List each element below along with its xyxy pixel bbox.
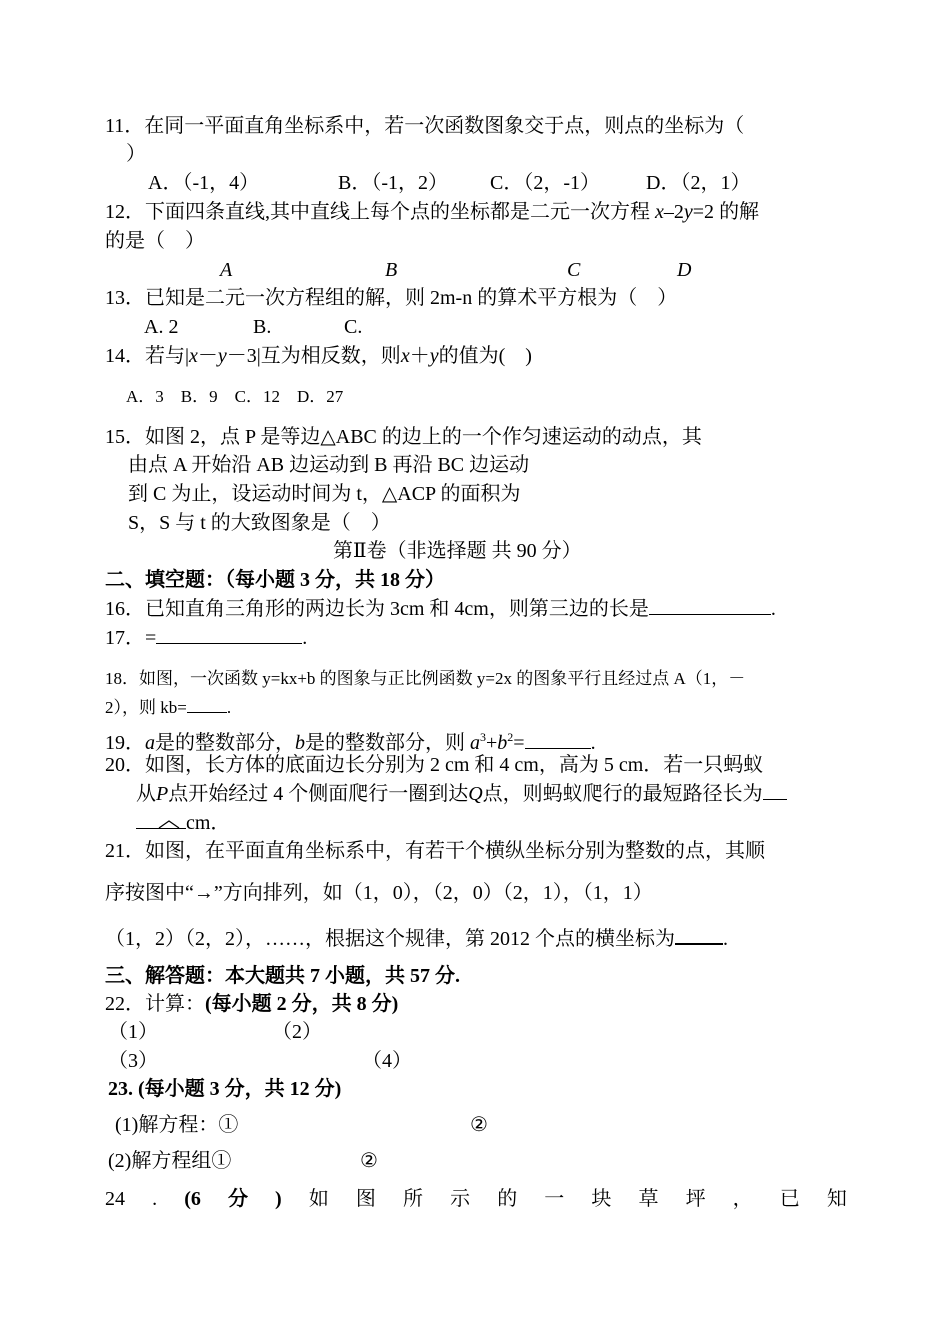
q24-char: 示 xyxy=(450,1188,471,1210)
q13-option-c: C. xyxy=(344,316,363,338)
q22-heading: 22．计算：(每小题 2 分，共 8 分) xyxy=(105,993,399,1015)
q11-line1: 11．在同一平面直角坐标系中，若一次函数图象交于点，则点的坐标为（ xyxy=(105,115,745,137)
q24-char: 块 xyxy=(591,1188,612,1210)
section3-heading: 三、解答题：本大题共 7 小题，共 57 分. xyxy=(105,965,460,987)
q24-char: 如 xyxy=(308,1188,329,1210)
q11-option-d: D．（2，1） xyxy=(646,172,751,194)
q24-char: 分 xyxy=(227,1188,248,1210)
section2-heading: 二、填空题：（每小题 3 分，共 18 分） xyxy=(105,569,445,591)
q18-line1: 18．如图，一次函数 y=kx+b 的图象与正比例函数 y=2x 的图象平行且经过点 A（1，－ xyxy=(105,669,746,688)
q12-line2: 的是（ ） xyxy=(105,230,205,252)
q22-part-4: （4） xyxy=(362,1050,412,1072)
q16-answer-blank[interactable] xyxy=(649,596,771,615)
q24-char: 知 xyxy=(826,1188,847,1210)
q23-part1-label: (1)解方程：① xyxy=(115,1114,239,1136)
q23-part1-second: ② xyxy=(470,1114,488,1136)
q24-line1 xyxy=(105,1186,847,1212)
q22-part-2: （2） xyxy=(272,1021,322,1043)
q18-line2: 2），则 kb= . xyxy=(105,694,231,721)
q12-label-c: C xyxy=(567,259,581,281)
q12-line1: 12．下面四条直线,其中直线上每个点的坐标都是二元一次方程 x–2y=2 的解 xyxy=(105,201,760,223)
q24-char: 24 xyxy=(105,1188,125,1210)
q24-char: 草 xyxy=(638,1188,659,1210)
q20-answer-blank[interactable] xyxy=(136,810,186,829)
q21-line3: （1，2）（2，2），……，根据这个规律，第 2012 个点的横坐标为 . xyxy=(105,925,728,952)
part2-title: 第Ⅱ卷（非选择题 共 90 分） xyxy=(333,540,582,562)
q24-char: 坪 xyxy=(685,1188,706,1210)
q13-option-b: B. xyxy=(253,316,272,338)
q13-option-a: A. 2 xyxy=(144,316,179,338)
q24-char: ， xyxy=(732,1188,753,1210)
q20-line1: 20．如图，长方体的底面边长分别为 2 cm 和 4 cm，高为 5 cm．若一只蚂蚁 xyxy=(105,754,764,776)
q14-line1: 14．若与|x－y－3|互为相反数，则x＋y的值为( ) xyxy=(105,345,532,367)
q24-char: 一 xyxy=(544,1188,565,1210)
q11-option-c: C．（2，-1） xyxy=(490,172,600,194)
caret-mark-icon xyxy=(158,819,180,829)
q11-option-a: A．（-1，4） xyxy=(148,172,260,194)
q24-char: ) xyxy=(275,1188,282,1210)
q12-label-d: D xyxy=(677,259,692,281)
q21-line2: 序按图中“→”方向排列，如（1，0），（2，0）（2，1），（1，1） xyxy=(105,882,653,904)
q11-line2: ） xyxy=(126,143,146,165)
q15-line2: 由点 A 开始沿 AB 边运动到 B 再沿 BC 边运动 xyxy=(128,454,530,476)
q23-part2-second: ② xyxy=(360,1150,378,1172)
q21-answer-blank[interactable] xyxy=(675,925,723,945)
q24-char: 图 xyxy=(355,1188,376,1210)
q17-line: 17．= . xyxy=(105,627,308,649)
q16-line: 16．已知直角三角形的两边长为 3cm 和 4cm，则第三边的长是 . xyxy=(105,598,776,620)
q15-line1: 15．如图 2，点 P 是等边△ABC 的边上的一个作匀速运动的动点，其 xyxy=(105,426,702,448)
q12-label-a: A xyxy=(220,259,233,281)
q24-char: 所 xyxy=(403,1188,423,1210)
q24-char: 已 xyxy=(779,1188,800,1210)
q11-option-b: B．（-1，2） xyxy=(338,172,448,194)
q24-char: (6 xyxy=(184,1188,201,1210)
q12-label-b: B xyxy=(385,259,398,281)
q18-answer-blank[interactable] xyxy=(187,694,227,713)
q22-part-3: （3） xyxy=(108,1050,158,1072)
q15-line4: S，S 与 t 的大致图象是（ ） xyxy=(128,512,391,534)
q19-answer-blank[interactable] xyxy=(525,730,591,749)
q13-line1: 13．已知是二元一次方程组的解，则 2m-n 的算术平方根为（ ） xyxy=(105,287,678,309)
q20-line3: cm． xyxy=(136,810,230,836)
q24-char: 的 xyxy=(497,1188,518,1210)
q17-answer-blank[interactable] xyxy=(156,625,302,644)
q20-answer-blank-start[interactable] xyxy=(763,781,787,800)
q15-line3: 到 C 为止，设运动时间为 t，△ACP 的面积为 xyxy=(128,483,521,505)
q22-part-1: （1） xyxy=(108,1021,158,1043)
q21-line1: 21．如图，在平面直角坐标系中，有若干个横纵坐标分别为整数的点，其顺 xyxy=(105,840,765,862)
q24-char: . xyxy=(152,1188,158,1210)
q23-part2-label: (2)解方程组① xyxy=(108,1150,232,1172)
q23-heading: 23. (每小题 3 分，共 12 分) xyxy=(108,1078,342,1100)
q19-line: 19．a是的整数部分，b是的整数部分，则 $a^3+b^2=$ . xyxy=(105,730,596,754)
q14-options: A．3 B．9 C．12 D．27 xyxy=(126,387,344,406)
q20-line2: 从P点开始经过 4 个侧面爬行一圈到达Q点，则蚂蚁爬行的最短路径长为 xyxy=(136,781,787,807)
q24-text xyxy=(105,1186,847,1212)
